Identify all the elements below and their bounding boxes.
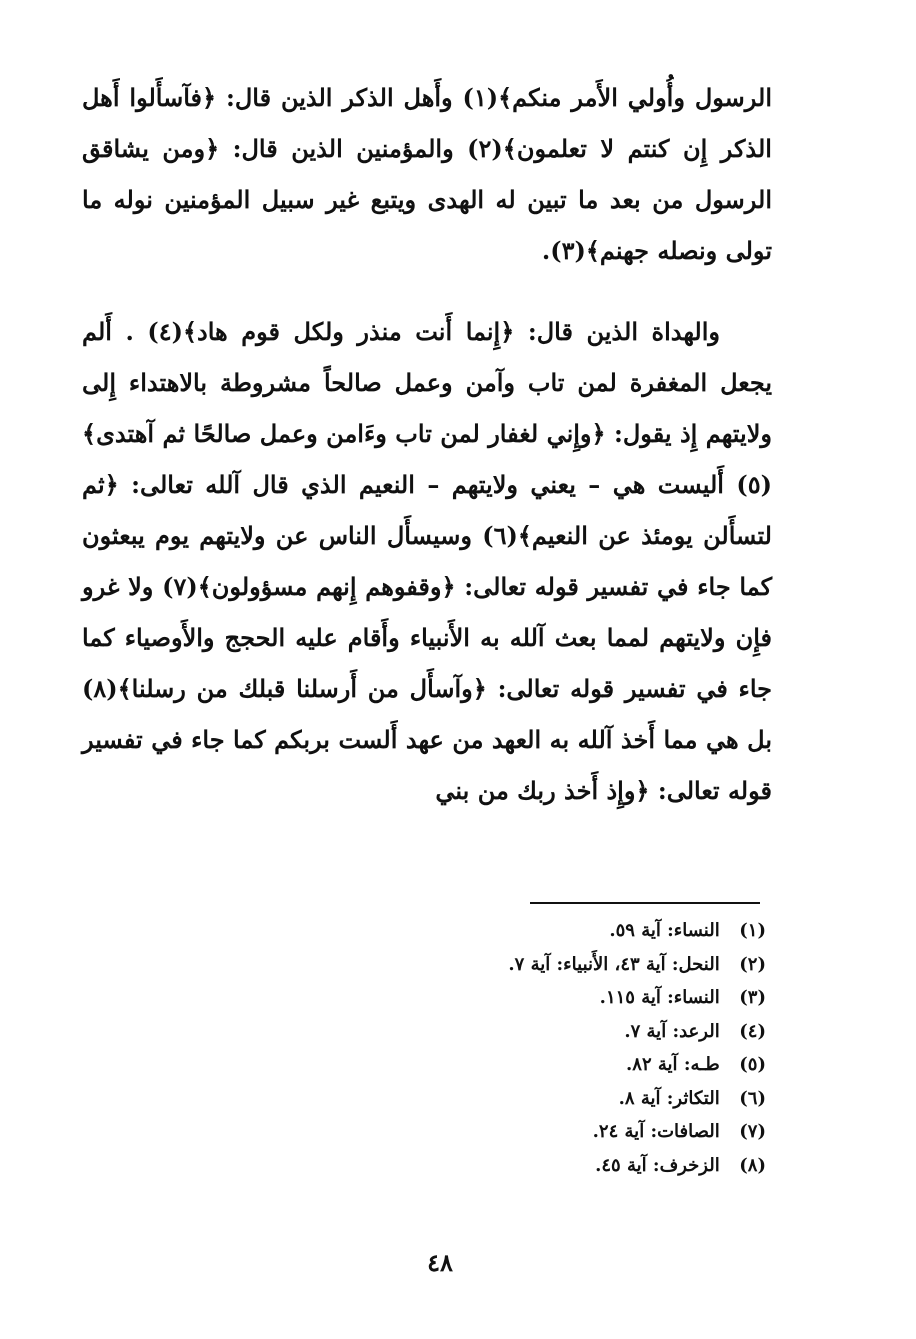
footnote-text: الرعد: آية ٧.: [624, 1020, 720, 1042]
footnote-number: (٤): [739, 1020, 766, 1042]
footnote-item: [346, 1082, 766, 1116]
footnote-text: النساء: آية ١١٥.: [599, 987, 720, 1008]
footnote-number: (١): [739, 920, 766, 941]
page-number: ٤٨: [427, 1248, 453, 1277]
footnote-item: [346, 1048, 766, 1082]
paragraph-hudat: والهداة الذين قال: ﴿إِنما أَنت منذر ولكل قوم هاد﴾(٤) . أَلم يجعل المغفرة لمن تاب وآمن وعمل صالحاً مشروطة بالاهتداء إِلى ولايتهم إِذ يقول: ﴿وإِني لغفار لمن تاب وءَامن وعمل صالحًا ثم آهتدى﴾(٥) أَليست هي – يعني ولايتهم – النعيم الذي قال آلله تعالى: ﴿ثم لتسأَلن يومئذ عن النعيم﴾(٦) وسيسأَل الناس عن ولايتهم يوم يبعثون كما جاء في تفسير قوله تعالى: ﴿وقفوهم إِنهم مسؤولون﴾(٧) ولا غرو فإِن ولايتهم لمما بعث آلله به الأَنبياء وأَقام عليه الحجج والأَوصياء كما جاء في تفسير قوله تعالى: ﴿وآسأَل من أَرسلنا قبلك من رسلنا﴾(٨) بل هي مما أَخذ آلله به العهد من عهد أَلست بربكم كما جاء في تفسير قوله تعالى: ﴿وإِذ أَخذ ربك من بني: [82, 317, 773, 805]
footnote-text: النحل: آية ٤٣، الأَنبياء: آية ٧.: [508, 953, 720, 975]
footnote-text: الصافات: آية ٢٤.: [592, 1121, 720, 1142]
footnote-separator: [530, 902, 760, 904]
footnote-number: (٦): [739, 1087, 766, 1109]
footnotes-list: [346, 914, 766, 1182]
footnote-text: طـه: آية ٨٢.: [626, 1054, 720, 1075]
footnote-text: النساء: آية ٥٩.: [609, 920, 720, 941]
footnote-number: (٥): [739, 1054, 766, 1075]
footnote-number: (٢): [739, 953, 766, 975]
footnote-number: (٣): [739, 987, 766, 1008]
footnote-text: التكاثر: آية ٨.: [618, 1087, 720, 1109]
body-text: [82, 72, 772, 816]
footnote-item: [346, 914, 766, 948]
footnote-item: [346, 1115, 766, 1149]
footnote-item: [346, 948, 766, 982]
footnote-number: (٨): [739, 1154, 766, 1176]
footnote-text: الزخرف: آية ٤٥.: [595, 1154, 720, 1176]
footnote-number: (٧): [739, 1121, 766, 1142]
paragraph-continuation: الرسول وأُولي الأَمر منكم﴾(١) وأَهل الذكر الذين قال: ﴿فآسأَلوا أَهل الذكر إِن كنتم لا تعلمون﴾(٢) والمؤمنين الذين قال: ﴿ومن يشاقق الرسول من بعد ما تبين له الهدى ويتبع غير سبيل المؤمنين نوله ما تولى ونصله جهنم﴾(٣).: [82, 83, 772, 265]
footnote-item: [346, 1015, 766, 1049]
footnote-item: [346, 981, 766, 1015]
footnote-item: [346, 1149, 766, 1183]
